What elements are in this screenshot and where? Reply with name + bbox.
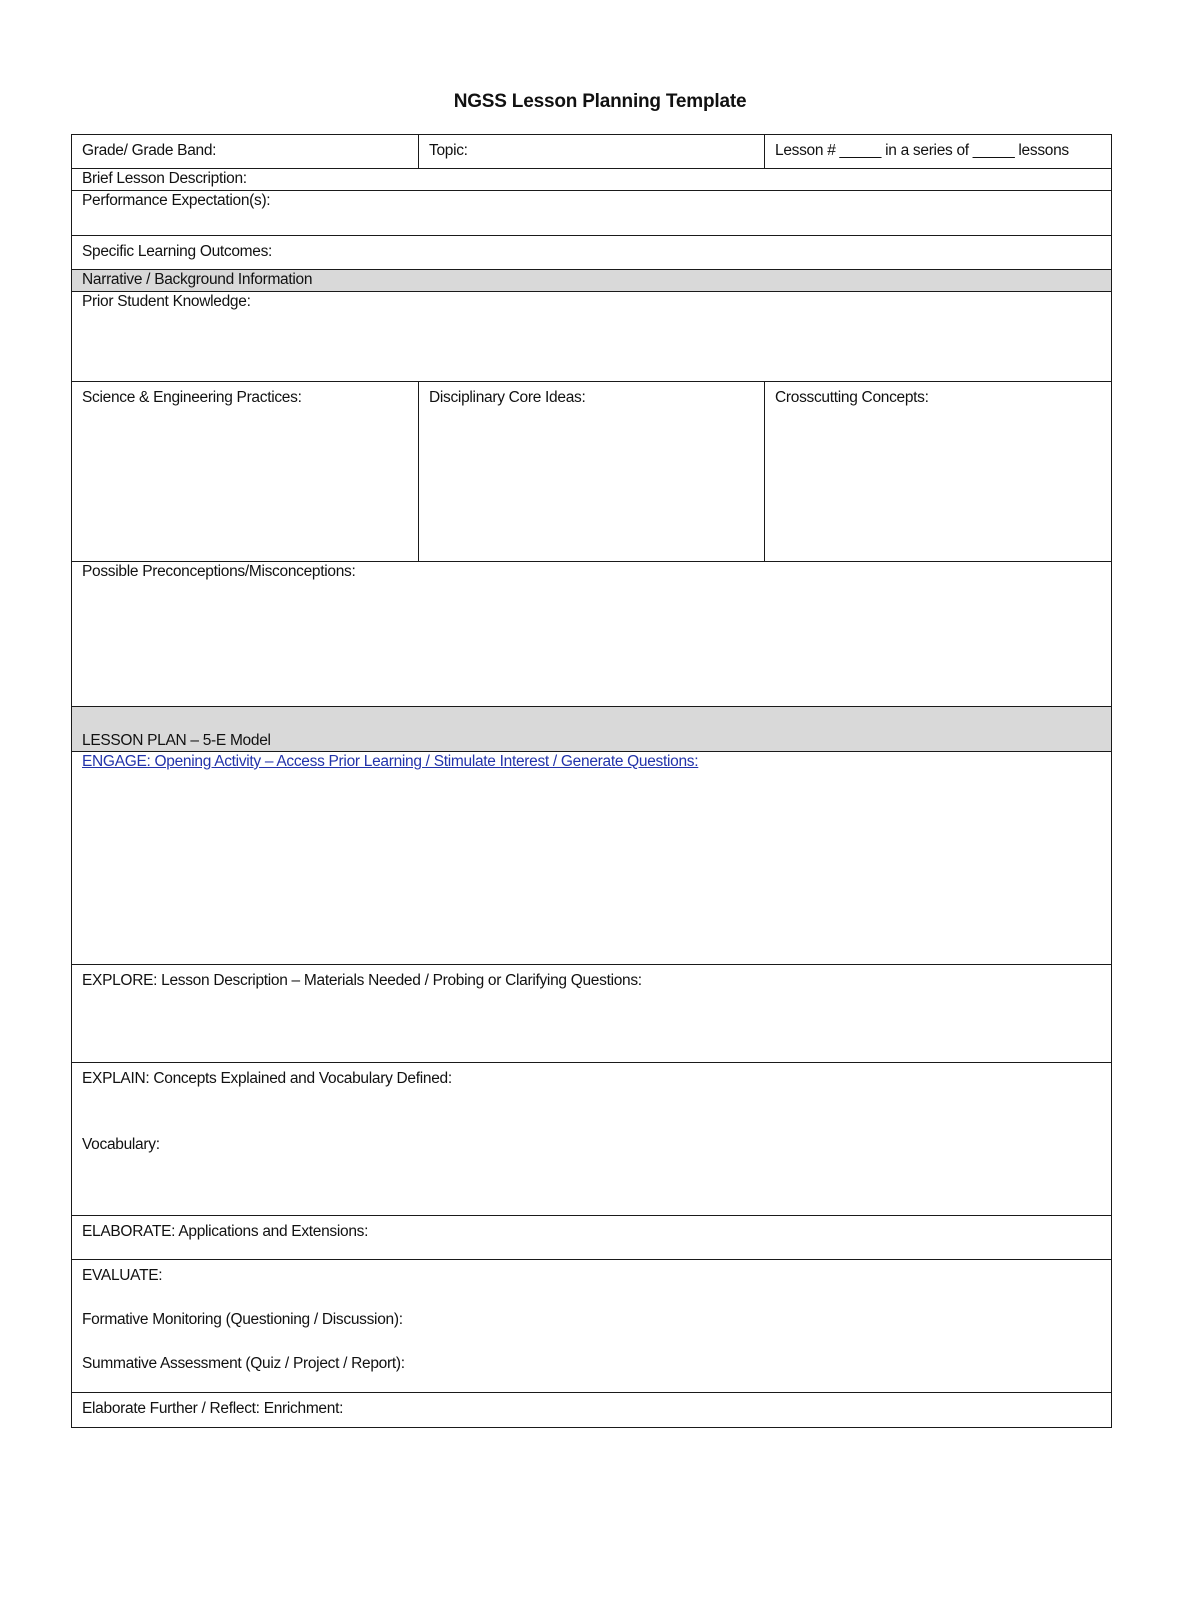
elaborate-field[interactable] <box>72 1216 1112 1260</box>
evaluate-label: EVALUATE: <box>82 1267 163 1284</box>
lesson-plan-form <box>71 134 1112 1428</box>
core-ideas-field[interactable] <box>419 382 765 562</box>
summative-label: Summative Assessment (Quiz / Project / Report): <box>82 1355 405 1372</box>
engage-field[interactable] <box>72 752 1112 965</box>
crosscutting-label: Crosscutting Concepts: <box>775 389 929 406</box>
preconceptions-field[interactable] <box>72 562 1112 707</box>
elaborate-further-field[interactable] <box>72 1393 1112 1428</box>
narrative-label: Narrative / Background Information <box>82 271 313 288</box>
elaborate-further-label: Elaborate Further / Reflect: Enrichment: <box>82 1400 344 1417</box>
brief-description-label: Brief Lesson Description: <box>82 170 247 187</box>
formative-label: Formative Monitoring (Questioning / Discussion): <box>82 1311 403 1328</box>
core-ideas-label: Disciplinary Core Ideas: <box>429 389 586 406</box>
grade-label: Grade/ Grade Band: <box>82 142 217 159</box>
topic-field[interactable] <box>419 135 765 169</box>
preconceptions-label: Possible Preconceptions/Misconceptions: <box>82 563 356 580</box>
specific-outcomes-label: Specific Learning Outcomes: <box>82 243 273 260</box>
narrative-section-header <box>72 270 1112 292</box>
explore-label: EXPLORE: Lesson Description – Materials Needed / Probing or Clarifying Questions: <box>82 972 642 989</box>
lesson-plan-label: LESSON PLAN – 5-E Model <box>82 732 271 749</box>
three-dimensions-row <box>72 382 1112 562</box>
page-title: NGSS Lesson Planning Template <box>453 91 747 112</box>
header-row <box>72 135 1112 169</box>
explain-field[interactable] <box>72 1063 1112 1216</box>
prior-knowledge-label: Prior Student Knowledge: <box>82 293 251 310</box>
performance-expectations-label: Performance Expectation(s): <box>82 192 271 209</box>
lesson-plan-section-header <box>72 707 1112 752</box>
performance-expectations-field[interactable] <box>72 191 1112 236</box>
grade-field[interactable] <box>72 135 419 169</box>
topic-label: Topic: <box>429 142 468 159</box>
specific-outcomes-field[interactable] <box>72 236 1112 270</box>
explore-field[interactable] <box>72 965 1112 1063</box>
practices-label: Science & Engineering Practices: <box>82 389 302 406</box>
brief-description-field[interactable] <box>72 169 1112 191</box>
explain-label: EXPLAIN: Concepts Explained and Vocabulary Defined: <box>82 1070 452 1087</box>
evaluate-field[interactable] <box>72 1260 1112 1393</box>
practices-field[interactable] <box>72 382 419 562</box>
lesson-series-label: Lesson # _____ in a series of _____ lessons <box>775 142 1069 159</box>
engage-link[interactable]: ENGAGE: Opening Activity – Access Prior Learning / Stimulate Interest / Generate Questions: <box>82 753 699 770</box>
lesson-series-field[interactable] <box>765 135 1112 169</box>
elaborate-label: ELABORATE: Applications and Extensions: <box>82 1223 369 1240</box>
vocabulary-label: Vocabulary: <box>82 1136 160 1153</box>
crosscutting-field[interactable] <box>765 382 1112 562</box>
prior-knowledge-field[interactable] <box>72 292 1112 382</box>
